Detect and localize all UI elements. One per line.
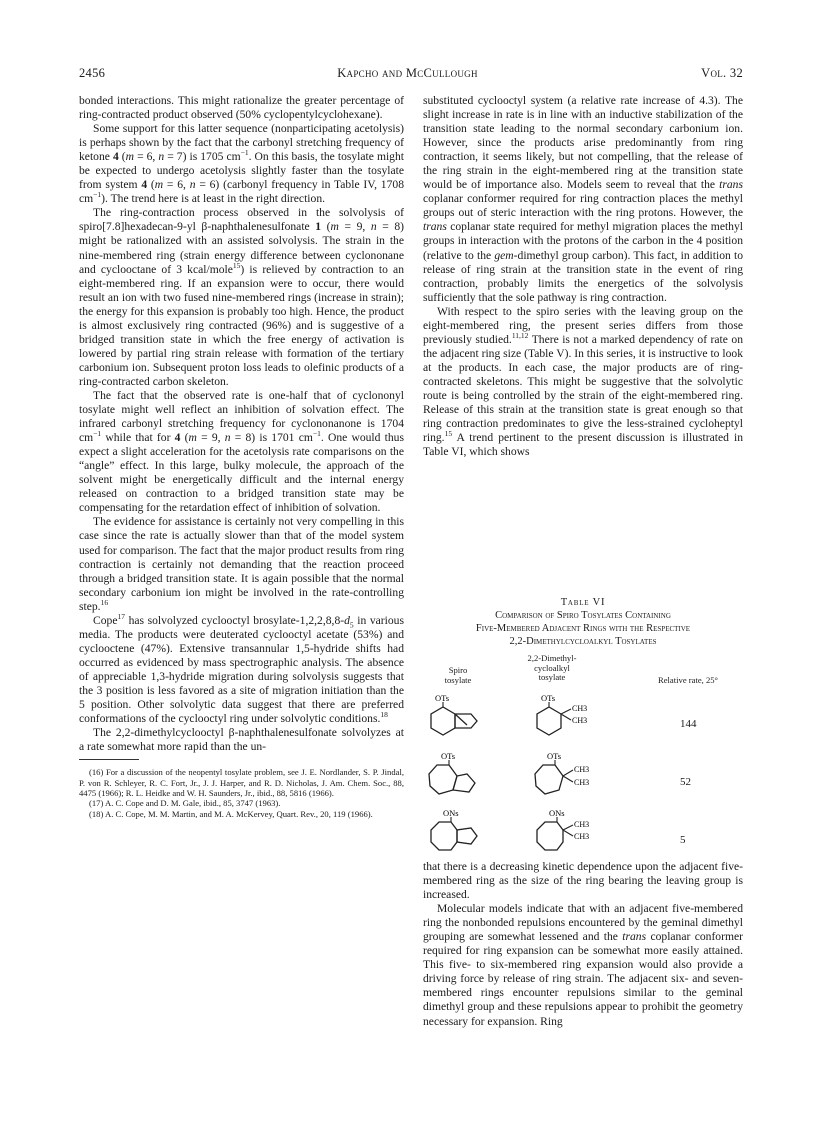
methyl-label: CH3 bbox=[574, 765, 590, 774]
dimethyl-structure bbox=[533, 694, 623, 752]
paragraph: Some support for this latter sequence (nonparticipating acetolysis) is perhaps shown by the fact that the carbonyl stretching frequency of ketone 4 (m = 6, n = 7) is 1705 $cm^{-1}$. On this basis, the tosylate might be expected to undergo acetolysis slightly faster than the tosylate from system 4 (m = 6, n = 6) (carbonyl frequency in Table IV, 1708 $cm^{-1}$). The trend here is at least in the right direction. bbox=[79, 122, 404, 206]
table-caption bbox=[423, 596, 743, 648]
column-header-dimethyl: 2,2-Dimethyl- cycloalkyl tosylate bbox=[527, 653, 577, 683]
paragraph: Molecular models indicate that with an adjacent five-membered ring the nonbonded repulsions encountered by the geminal dimethyl grouping are somewhat lessened and the trans coplanar conformer required for ring expansion can be somewhat more easily attained. This five- to six-membered ring expansion would also provide a driving force by release of ring strain. The adjacent six- and seven-membered rings encounter repulsions similar to the geminal dimethyl group and these repulsions appear to prohibit the geometry necessary for expansion. Ring bbox=[423, 902, 743, 1028]
left-column bbox=[79, 94, 404, 819]
leaving-group-label: OTs bbox=[541, 694, 556, 703]
footnote-rule bbox=[79, 759, 139, 760]
table-caption-line: Five-Membered Adjacent Rings with the Respective bbox=[475, 623, 691, 634]
table-caption-line: Comparison of Spiro Tosylates Containing bbox=[495, 610, 671, 621]
footnote-17: (17) A. C. Cope and D. M. Gale, ibid., 85, 3747 (1963). bbox=[89, 798, 281, 809]
relative-rate: 144 bbox=[680, 718, 697, 730]
column-header-rate: Relative rate, 25° bbox=[658, 675, 718, 685]
leaving-group-label: ONs bbox=[443, 810, 459, 818]
spiro-structure bbox=[427, 694, 507, 752]
table-caption-line: 2,2-Dimethylcycloalkyl Tosylates bbox=[509, 636, 657, 647]
paragraph: The ring-contraction process observed in the solvolysis of spiro[7.8]hexadecan-9-yl β-naphthalenesulfonate 1 (m = 9, n = 8) might be rationalized with an assisted solvolysis. The strain in the nine-membered ring (strain energy difference between cyclononane and cyclooctane of 3 kcal/mole$^{15}$) is relieved by contraction to an eight-membered ring. If an expansion were to occur, there would result an ion with two fused nine-membered rings (increase in strain); the energy for this expansion is probably too high. Hence, the product is almost exclusively ring contracted (96%) and is suggestive of a bridged transition state in which the free energy of activation is lowered by partial ring strain release with formation of the tertiary carbonium ion. Subsequent proton loss leads to olefinic products of a ring-contracted carbon skeleton. bbox=[79, 206, 405, 388]
spiro-structure bbox=[427, 752, 507, 810]
leaving-group-label: OTs bbox=[435, 694, 450, 703]
dimethyl-structure bbox=[533, 752, 623, 810]
methyl-label: CH3 bbox=[574, 820, 590, 829]
leaving-group-label: ONs bbox=[549, 810, 565, 818]
volume-label: Vol. 32 bbox=[701, 66, 743, 80]
methyl-label: CH3 bbox=[572, 716, 588, 725]
table-row bbox=[423, 752, 743, 810]
table-row bbox=[423, 694, 743, 752]
running-title: Kapcho and McCullough bbox=[337, 66, 478, 80]
column-header-spiro: Spiro tosylate bbox=[444, 665, 472, 685]
paragraph: The fact that the observed rate is one-half that of cyclononyl tosylate might well reflect an inhibition of solvation effect. The infrared carbonyl stretching frequency for cyclononanone is 1704 $cm^{-1}$ while that for 4 (m = 9, n = 8) is 1701 $cm^{-1}$. One would thus expect a slight acceleration for the acetolysis rate comparisons on the “angle” effect. In this large, bulky molecule, the approach of the solvent might be energetically difficult and the internal energy released on contraction to a bridged transition state may be compensating for the retardation effect of inhibition of solvation. bbox=[79, 388, 404, 515]
footnote-18: (18) A. C. Cope, M. M. Martin, and M. A. McKervey, Quart. Rev., 20, 119 (1966). bbox=[89, 808, 373, 819]
paragraph: substituted cyclooctyl system (a relative rate increase of 4.3). The slight increase in rate is in line with an inductive stabilization of the transition state leading to the normal secondary carbonium ion. However, since the products arise predominantly from ring contraction, it seems likely, but not compelling, that the release of the ring strain in the eight-membered ring at the transition state would be of importance also. Models seem to reveal that the trans coplanar conformer required for ring contraction places the methyl groups out of steric interaction with the ring protons. However, the trans coplanar state required for methyl migration places the methyl groups in interaction with the protons of the carbon in the 4 position (relative to the gem-dimethyl group carbon). This fact, in addition to release of ring strain at the transition state in the event of ring contraction, probably limits the energetics of the solvolysis sufficiently that the sole pathway is ring contraction. bbox=[423, 94, 743, 304]
right-column-top bbox=[423, 94, 743, 459]
paragraph: The 2,2-dimethylcyclooctyl β-naphthalenesulfonate solvolyzes at a rate somewhat more rapid than the un- bbox=[79, 726, 404, 754]
table-vi bbox=[423, 596, 743, 868]
paragraph: that there is a decreasing kinetic dependence upon the adjacent five-membered ring as the size of the ring bearing the leaving group is increased. bbox=[423, 860, 743, 902]
relative-rate: 52 bbox=[680, 776, 691, 788]
methyl-label: CH3 bbox=[574, 778, 590, 787]
right-column-bottom bbox=[423, 860, 743, 1029]
relative-rate: 5 bbox=[680, 834, 686, 846]
paragraph: Cope$^{17}$ has solvolyzed cyclooctyl brosylate-$1,2,2,8,8-d_5$ in various media. The products were deuterated cyclooctyl acetate (53%) and cyclooctene (47%). Extensive transannular 1,5-hydride shifts had occurred as evidenced by mass spectrographic analysis. The absence of appreciable 1,3-hydride migration during solvolysis suggests that the 3 position is less favored as a site of migration initiation than the 5 position. Other solvolytic data suggest that there are preferred conformations of the cyclooctyl ring under solvolytic conditions.$^{18}$ bbox=[79, 611, 404, 726]
leaving-group-label: OTs bbox=[547, 752, 562, 761]
paragraph: The evidence for assistance is certainly not very compelling in this case since the rate is actually slower than that of the model system used for comparison. The fact that the major product results from ring contraction is certainly not demanding that the reaction proceed through a bridged transition state. It is again possible that the normal secondary carbonium ion might be involved in the rate-controlling step.$^{16}$ bbox=[79, 515, 404, 613]
methyl-label: CH3 bbox=[572, 704, 588, 713]
footnote-16: (16) For a discussion of the neopentyl tosylate problem, see J. E. Nordlander, S. P. Jindal, P. von R. Schleyer, R. C. Fort, Jr., J. J. Harper, and R. D. Nicholas, J. Am. Chem. Soc., 88, 4475 (1966); R. L. Heidke and W. H. Saunders, Jr., ibid., 88, 5816 (1966). bbox=[79, 767, 404, 799]
table-number: Table VI bbox=[560, 597, 606, 608]
page-number: 2456 bbox=[79, 66, 106, 80]
footnotes bbox=[79, 767, 404, 819]
methyl-label: CH3 bbox=[574, 832, 590, 841]
paragraph: With respect to the spiro series with the leaving group on the eight-membered ring, the present series differs from those previously studied.$^{11,12}$ There is not a marked dependency of rate on the adjacent ring size (Table V). In this series, it is instructive to look at the products. In each case, the major products are of ring-contracted skeletons. This might be suggestive that the solvolytic route is being controlled by the strain of the eight-membered ring. Release of this strain at the transition state is great enough so that ring contraction predominates to give the less-strained cycloheptyl ring.$^{15}$ A trend pertinent to the present discussion is illustrated in Table VI, which shows bbox=[423, 304, 743, 459]
leaving-group-label: OTs bbox=[441, 752, 456, 761]
paragraph: bonded interactions. This might rationalize the greater percentage of ring-contracted product observed (50% cyclopentylcyclohexane). bbox=[79, 94, 404, 122]
table-header bbox=[423, 654, 743, 694]
